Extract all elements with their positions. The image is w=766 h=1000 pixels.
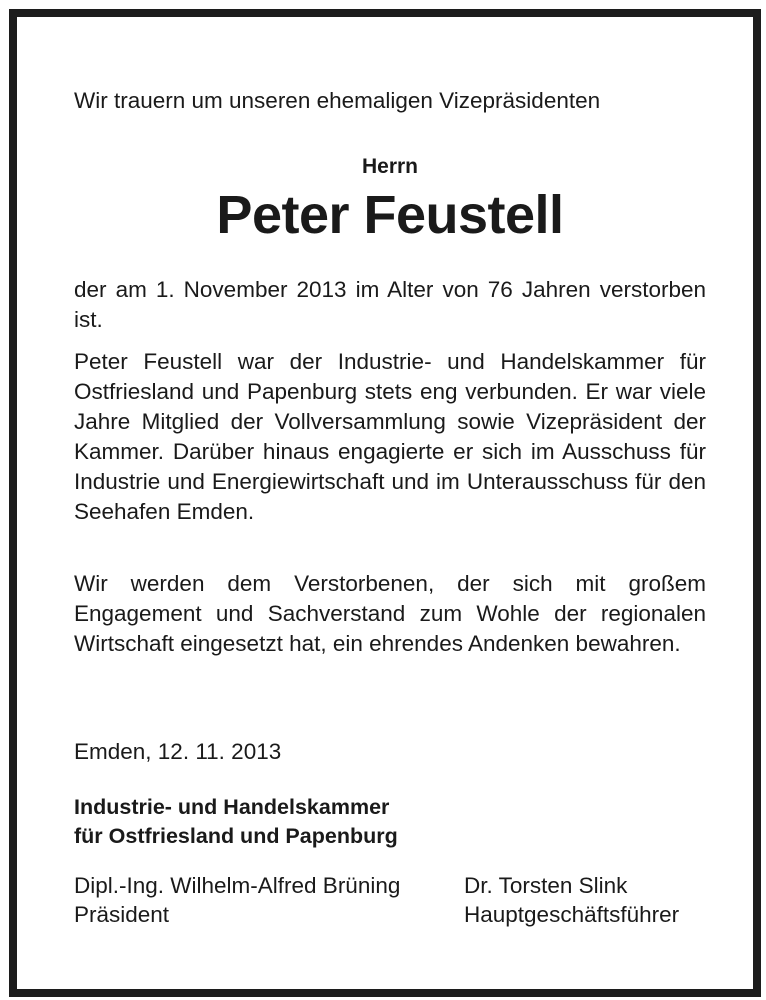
signatory-name: Dipl.-Ing. Wilhelm-Alfred Brüning bbox=[74, 873, 401, 898]
deceased-name: Peter Feustell bbox=[216, 185, 564, 245]
paragraph-biography: Peter Feustell war der Industrie- und Handelskammer für Ostfriesland und Papenburg stets eng verbunden. Er war viele Jahre Mitglied der Vollversammlung sowie Vizepräsident der Kammer. Darüber hinaus engagierte er sich im Ausschuss für Industrie und Energiewirtschaft und im Unterausschuss für den Seehafen Emden. bbox=[74, 349, 706, 524]
organization-line-1: Industrie- und Handelskammer bbox=[74, 795, 390, 819]
signatory-title: Hauptgeschäftsführer bbox=[464, 902, 680, 927]
signatory-president bbox=[74, 871, 400, 929]
salutation: Herrn bbox=[361, 155, 419, 178]
signatory-managing-director bbox=[464, 871, 679, 929]
paragraph-death-notice: der am 1. November 2013 im Alter von 76 Jahren verstorben ist. bbox=[74, 277, 706, 332]
obituary-frame bbox=[9, 9, 761, 997]
organization-name bbox=[74, 793, 398, 851]
signatory-title: Präsident bbox=[74, 902, 170, 927]
organization-line-2: für Ostfriesland und Papenburg bbox=[74, 824, 398, 848]
signatory-name: Dr. Torsten Slink bbox=[464, 873, 628, 898]
paragraph-remembrance: Wir werden dem Verstorbenen, der sich mit großem Engagement und Sachverstand zum Wohle der regionalen Wirtschaft eingesetzt hat, ein ehrendes Andenken bewahren. bbox=[74, 571, 706, 656]
intro-line: Wir trauern um unseren ehemaligen Vizepräsidenten bbox=[74, 88, 601, 113]
dateline: Emden, 12. 11. 2013 bbox=[74, 739, 282, 764]
